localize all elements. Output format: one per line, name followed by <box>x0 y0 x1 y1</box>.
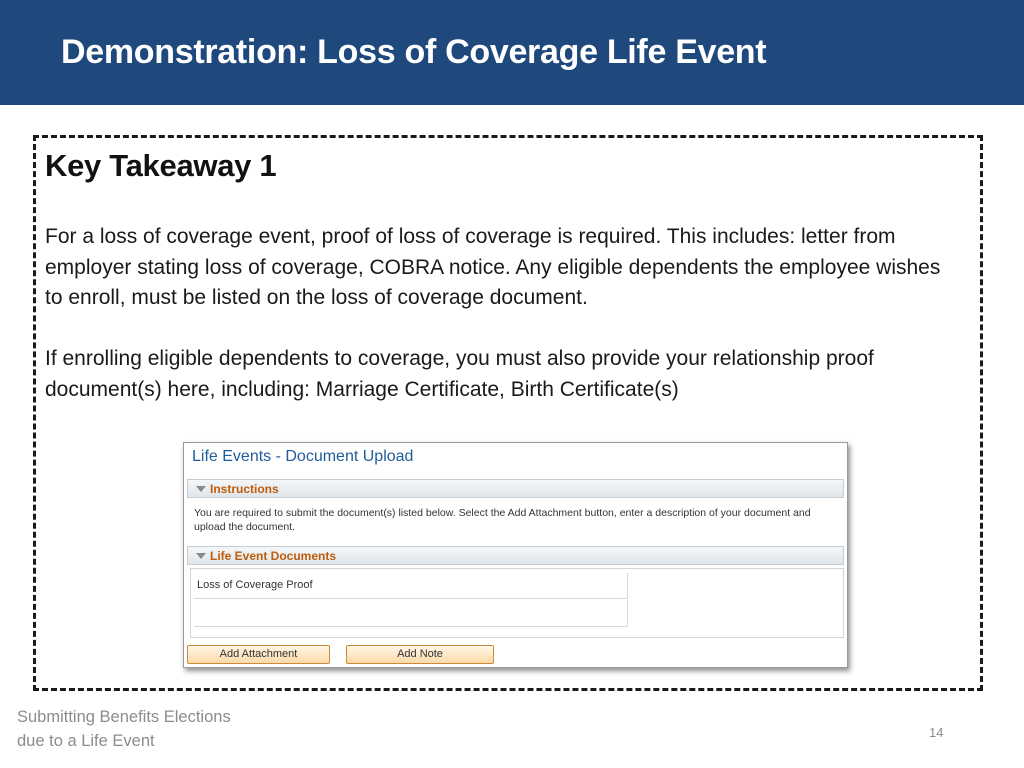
footer-line-1: Submitting Benefits Elections <box>17 708 231 726</box>
instructions-text: You are required to submit the document(s) listed below. Select the Add Attachment button, enter a description of your document and upload the document. <box>194 507 811 533</box>
add-attachment-button[interactable]: Add Attachment <box>187 645 330 664</box>
instructions-section-header[interactable] <box>187 479 844 498</box>
document-name: Loss of Coverage Proof <box>197 579 313 591</box>
life-event-documents-section-label: Life Event Documents <box>210 549 337 563</box>
page-number: 14 <box>929 725 944 740</box>
takeaway-paragraph-1: For a loss of coverage event, proof of loss of coverage is required. This includes: letter from employer stating loss of coverage, COBRA notice. Any eligible dependents the employee wishes to enroll, must be listed on the loss of coverage document. <box>45 225 941 309</box>
life-event-documents-section-header[interactable] <box>187 546 844 565</box>
slide-title: Demonstration: Loss of Coverage Life Event <box>61 33 767 71</box>
document-row-empty <box>194 600 628 627</box>
document-upload-screenshot <box>183 442 848 668</box>
documents-grid <box>190 568 844 638</box>
footer-caption <box>17 705 231 753</box>
footer-line-2: due to a Life Event <box>17 732 155 750</box>
takeaway-heading: Key Takeaway 1 <box>45 148 277 183</box>
document-upload-title: Life Events - Document Upload <box>192 448 414 465</box>
collapse-triangle-icon[interactable] <box>196 486 206 492</box>
title-bar <box>0 0 1024 105</box>
collapse-triangle-icon[interactable] <box>196 553 206 559</box>
add-note-button[interactable]: Add Note <box>346 645 494 664</box>
instructions-section-label: Instructions <box>210 482 279 496</box>
document-row <box>194 573 628 599</box>
takeaway-paragraph-2: If enrolling eligible dependents to coverage, you must also provide your relationship proof document(s) here, including: Marriage Certificate, Birth Certificate(s) <box>45 347 874 401</box>
